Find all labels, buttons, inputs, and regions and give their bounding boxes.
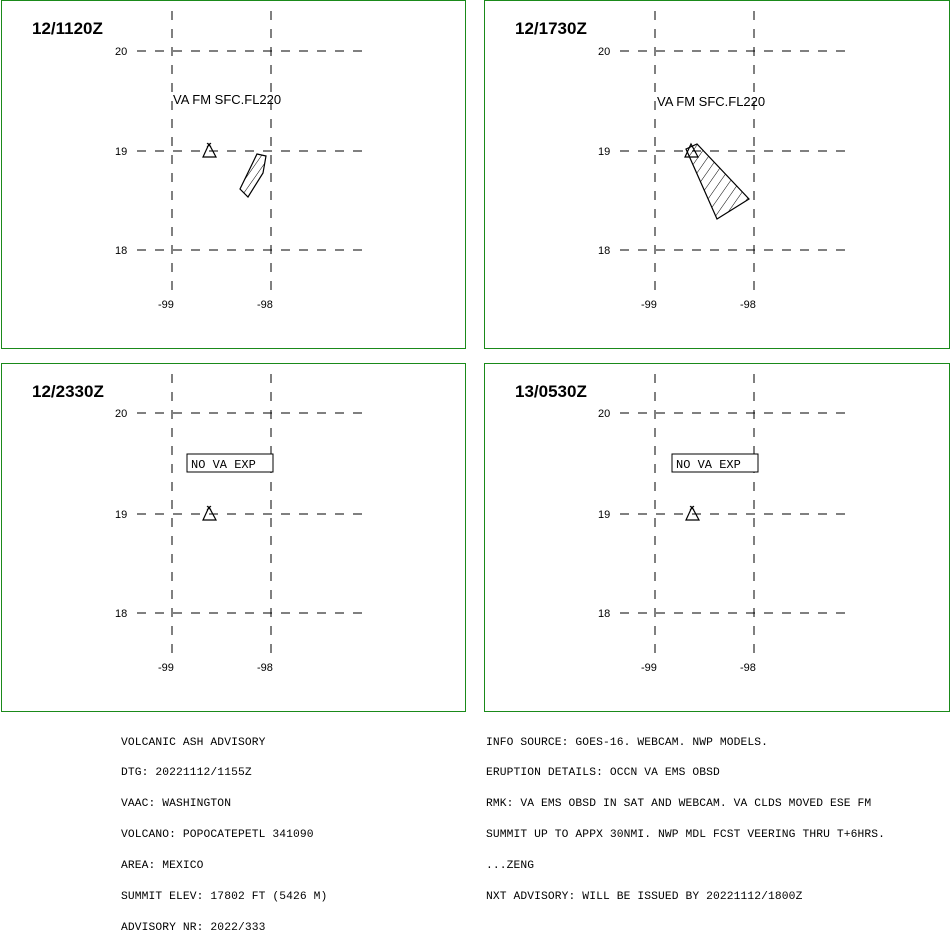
advisory-line: VAAC: WASHINGTON <box>121 798 232 811</box>
advisory-line: ERUPTION DETAILS: OCCN VA EMS OBSD <box>486 767 720 780</box>
lat-tick-20: 20 <box>115 408 128 420</box>
advisory-line: NXT ADVISORY: WILL BE ISSUED BY 20221112/1800Z <box>486 891 803 904</box>
lon-tick-99: -99 <box>158 299 174 311</box>
panel-time-title: 13/0530Z <box>515 382 587 401</box>
forecast-panel-2 <box>484 0 950 349</box>
panel-time-title: 12/2330Z <box>32 382 104 401</box>
advisory-line: DTG: 20221112/1155Z <box>121 767 252 780</box>
lon-tick-98: -98 <box>257 662 273 674</box>
va-level-label: VA FM SFC.FL220 <box>657 94 766 109</box>
no-va-expected-label: NO VA EXP <box>191 458 256 472</box>
advisory-line: ADVISORY NR: 2022/333 <box>121 921 266 934</box>
lat-tick-20: 20 <box>598 408 611 420</box>
advisory-line: ...ZENG <box>486 860 535 873</box>
map-grid <box>2 1 466 349</box>
advisory-details-block <box>486 717 885 913</box>
panel-time-title: 12/1120Z <box>32 19 103 38</box>
lat-tick-19: 19 <box>598 509 611 521</box>
advisory-line: AREA: MEXICO <box>121 860 204 873</box>
panel-time-title: 12/1730Z <box>515 19 587 38</box>
lon-tick-98: -98 <box>740 299 756 311</box>
lon-tick-99: -99 <box>158 662 174 674</box>
advisory-line: SUMMIT UP TO APPX 30NMI. NWP MDL FCST VEERING THRU T+6HRS. <box>486 829 885 842</box>
advisory-header-block <box>121 717 327 944</box>
lon-tick-99: -99 <box>641 662 657 674</box>
forecast-panel-4 <box>484 363 950 712</box>
map-grid <box>2 364 466 712</box>
lon-tick-99: -99 <box>641 299 657 311</box>
advisory-line: VOLCANO: POPOCATEPETL 341090 <box>121 829 314 842</box>
lat-tick-18: 18 <box>598 245 611 257</box>
lat-tick-20: 20 <box>598 46 611 58</box>
advisory-line: RMK: VA EMS OBSD IN SAT AND WEBCAM. VA CLDS MOVED ESE FM <box>486 798 872 811</box>
map-grid <box>485 1 950 349</box>
ash-cloud-polygon <box>686 144 749 219</box>
lat-tick-20: 20 <box>115 46 128 58</box>
no-va-expected-label: NO VA EXP <box>676 458 741 472</box>
lat-tick-18: 18 <box>115 245 128 257</box>
forecast-panel-1 <box>1 0 466 349</box>
advisory-line: SUMMIT ELEV: 17802 FT (5426 M) <box>121 891 328 904</box>
lon-tick-98: -98 <box>740 662 756 674</box>
va-level-label: VA FM SFC.FL220 <box>173 92 282 107</box>
lon-tick-98: -98 <box>257 299 273 311</box>
lat-tick-18: 18 <box>598 608 611 620</box>
lat-tick-19: 19 <box>115 146 128 158</box>
lat-tick-19: 19 <box>598 146 611 158</box>
advisory-line: VOLCANIC ASH ADVISORY <box>121 736 266 749</box>
forecast-panel-3 <box>1 363 466 712</box>
map-grid <box>485 364 950 712</box>
ash-cloud-polygon <box>240 154 266 197</box>
lat-tick-18: 18 <box>115 608 128 620</box>
lat-tick-19: 19 <box>115 509 128 521</box>
advisory-line: INFO SOURCE: GOES-16. WEBCAM. NWP MODELS. <box>486 736 769 749</box>
